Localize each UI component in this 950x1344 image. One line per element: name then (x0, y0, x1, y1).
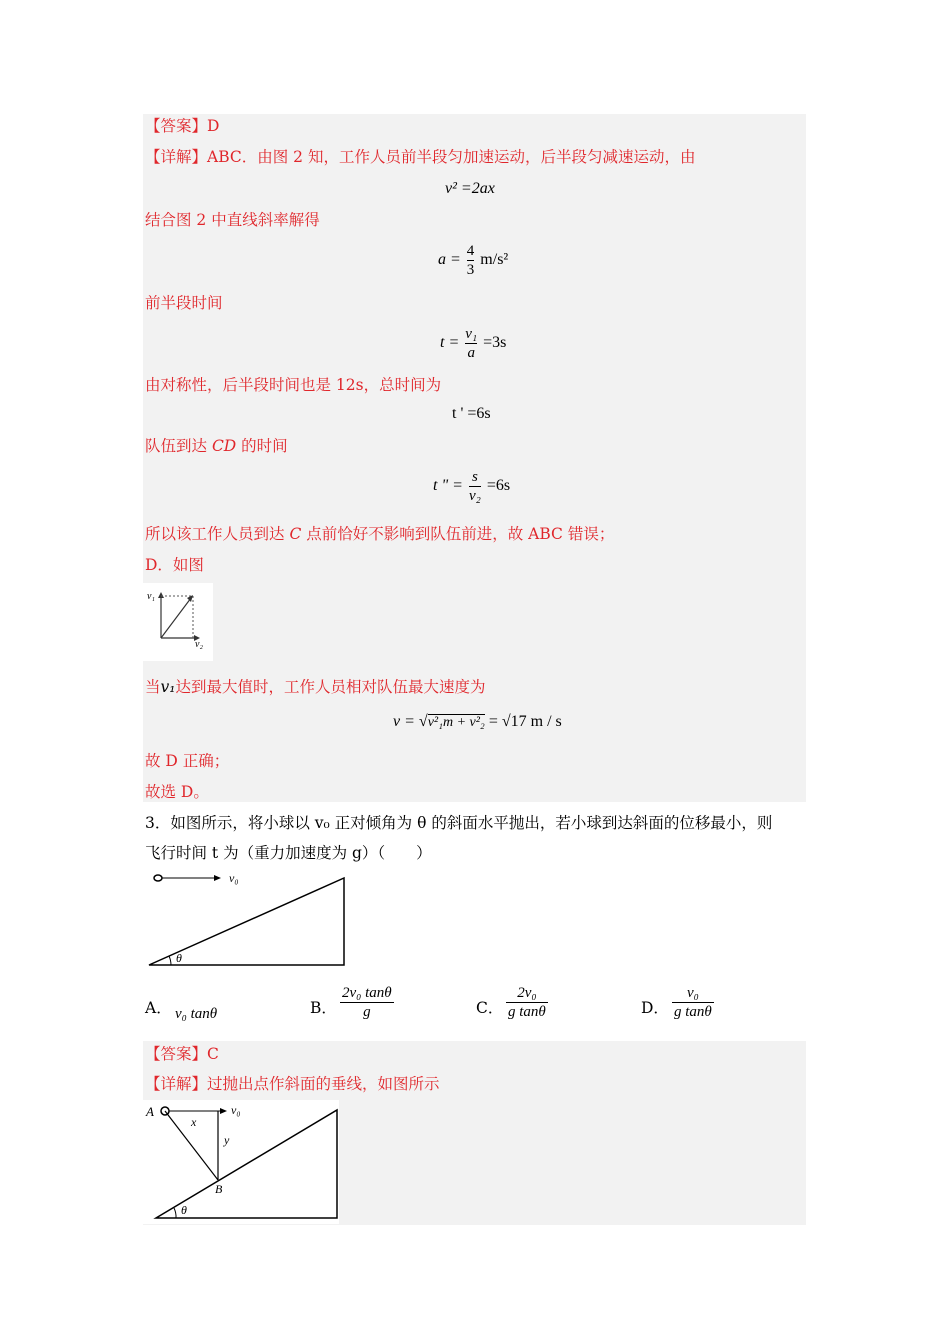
option-b[interactable] (310, 998, 337, 1018)
line8-v1: v₁ (160, 678, 176, 696)
v2-label: v₂ (195, 639, 203, 650)
option-c-expr (504, 984, 550, 1021)
solution-figure-background (143, 1100, 339, 1224)
x-label: x (191, 1115, 197, 1129)
equation-team-time (433, 468, 510, 505)
question3-incline-figure (145, 868, 355, 970)
eq2-fraction (467, 242, 475, 279)
detail-line-first-half: 前半段时间 (145, 294, 223, 312)
eq2-left: a = (438, 251, 461, 269)
v1-label: v₁ (147, 591, 155, 602)
equation-time-first-half (440, 325, 506, 362)
eq6-right: = √17 m / s (488, 713, 562, 730)
v0-arrowhead (214, 875, 221, 881)
detail-intro-text: ABC．由图 2 知，工作人员前半段匀加速运动，后半段匀减速运动，由 (207, 148, 696, 166)
question3-line-1: 3．如图所示，将小球以 v₀ 正对倾角为 θ 的斜面水平抛出，若小球到达斜面的位移最小，则 (145, 814, 773, 832)
eq3-left: t = (440, 334, 460, 352)
option-b-key: B． (310, 999, 337, 1017)
option-d-expr (670, 984, 716, 1021)
option-b-expr (338, 984, 396, 1021)
eq5-den: v₂ (468, 488, 481, 504)
answer3-line (145, 1044, 219, 1064)
ball-icon (154, 875, 162, 881)
theta-arc (169, 956, 171, 965)
line5-post: 的时间 (236, 437, 288, 455)
eq3-num: v₁ (465, 326, 478, 342)
option-a-key: A． (145, 999, 172, 1017)
option-d-key: D． (641, 999, 669, 1017)
question3-line-2: 飞行时间 t 为（重力加速度为 g）（ ） (145, 844, 432, 862)
answer3-value: C (207, 1045, 219, 1063)
answer3-label: 【答案】 (145, 1045, 208, 1063)
eq5-num: s (471, 469, 478, 485)
detail-line-conclusion-abc (145, 524, 614, 544)
option-b-fraction (340, 984, 394, 1021)
detail-line-team-cd (145, 436, 288, 456)
answer-line-1 (145, 116, 219, 136)
detail3-label: 【详解】 (145, 1075, 208, 1093)
line6-post: 点前恰好不影响到队伍前进，故 ABC 错误； (301, 525, 615, 543)
option-d-num: v₀ (686, 985, 699, 1001)
detail-label: 【详解】 (145, 148, 208, 166)
detail-line-max-speed (145, 677, 486, 697)
option-c-fraction (506, 984, 548, 1021)
option-c-den: g tanθ (508, 1004, 546, 1020)
option-c[interactable] (476, 998, 503, 1018)
y-label: y (224, 1133, 230, 1147)
eq3-fraction (465, 325, 477, 362)
option-b-den: g (363, 1004, 371, 1020)
detail-line-slope: 结合图 2 中直线斜率解得 (145, 211, 320, 229)
eq2-den: 3 (466, 262, 475, 278)
answer-value: D (207, 117, 220, 135)
detail3-line (145, 1074, 440, 1094)
option-a[interactable] (145, 998, 172, 1018)
equation-total-time: t ' =6s (452, 405, 491, 422)
detail-line-option-d: D．如图 (145, 556, 204, 574)
equation-acceleration (438, 242, 508, 279)
detail-line-intro (145, 147, 695, 167)
velocity-vector-figure (143, 583, 213, 661)
detail-line-choose-d: 故选 D。 (145, 783, 209, 801)
option-d-fraction (672, 984, 714, 1021)
solution-incline-figure (143, 1100, 339, 1224)
solution-v0-label: v₀ (231, 1103, 241, 1117)
solution-theta-label: θ (181, 1203, 187, 1217)
eq5-right: =6s (486, 477, 511, 495)
detail-line-d-correct: 故 D 正确； (145, 752, 230, 770)
answer-label: 【答案】 (145, 117, 208, 135)
option-c-key: C． (476, 999, 504, 1017)
eq3-den: a (467, 345, 475, 361)
line6-c: C (289, 525, 302, 543)
line8-post: 达到最大值时，工作人员相对队伍最大速度为 (175, 678, 486, 696)
eq6-radicand: v²₁m + v²₂ (427, 715, 485, 730)
line8-pre: 当 (145, 678, 161, 696)
equation-relative-speed: v = √v²₁m + v²₂ = √17 m / s (393, 713, 562, 730)
point-b-label: B (215, 1182, 223, 1196)
point-a-label: A (146, 1104, 154, 1119)
eq2-num: 4 (466, 243, 475, 259)
option-d-den: g tanθ (674, 1004, 712, 1020)
eq5-fraction (469, 468, 481, 505)
detail-line-symmetry: 由对称性，后半段时间也是 12s，总时间为 (145, 376, 442, 394)
option-a-expr: v₀ tanθ (175, 1006, 218, 1022)
option-b-num: 2v₀ tanθ (342, 985, 392, 1001)
eq5-left: t " = (433, 477, 463, 495)
line5-pre: 队伍到达 (145, 437, 212, 455)
eq3-right: =3s (483, 334, 507, 352)
line5-cd: CD (211, 437, 237, 455)
eq2-unit: m/s² (480, 251, 509, 269)
option-c-num: 2v₀ (517, 985, 537, 1001)
theta-label: θ (176, 951, 182, 965)
eq6-left: v = (393, 713, 415, 730)
option-d[interactable] (641, 998, 669, 1018)
line6-pre: 所以该工作人员到达 (145, 525, 290, 543)
v0-label: v₀ (229, 871, 239, 885)
equation-v2-2ax: v² =2ax (445, 180, 495, 197)
detail3-text: 过抛出点作斜面的垂线，如图所示 (207, 1075, 440, 1093)
